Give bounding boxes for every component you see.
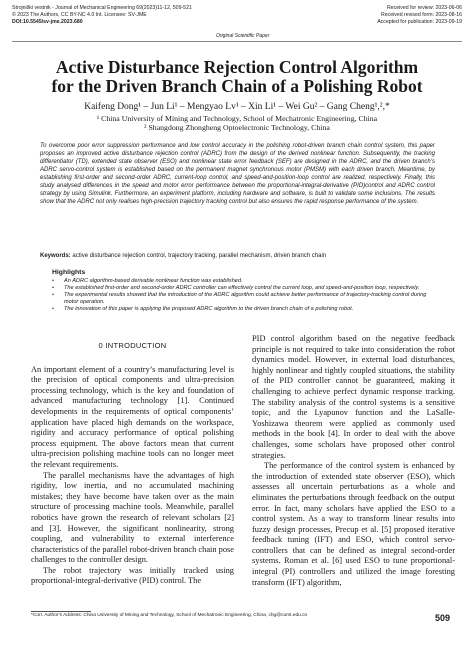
journal-citation: Strojniški vestnik - Journal of Mechanical Engineering 69(2023)11-12, 509-521 xyxy=(12,5,192,11)
revised-date: Received revised form: 2023-08-16 xyxy=(380,12,462,18)
paragraph: The robot trajectory was initially tracked using proportional-integral-derivative (PID) control. The xyxy=(31,565,234,586)
section-heading: 0 INTRODUCTION xyxy=(98,341,167,350)
highlight-text: An ADRC algorithm-based derivable nonlinear function was established. xyxy=(64,277,243,284)
paper-type-label: Original Scientific Paper xyxy=(216,33,270,39)
keywords-text: active disturbance rejection control, trajectory tracking, parallel mechanism, driven branch chain xyxy=(72,253,327,259)
corresponding-author-footnote: *Corr. Author’s Address: China University of Mining and Technology, School of Mechatronic Engineering, China, chg@cumt.edu.cn xyxy=(31,613,308,618)
highlight-text: The established first-order and second-order ADRC controller can effectively control the current loop, and speed-and-position loop, respectively. xyxy=(64,284,420,291)
bullet-icon: • xyxy=(52,291,54,298)
highlight-item xyxy=(52,278,430,285)
license-line: © 2023 The Authors, CC BY-NC 4.0 Int. Licensee: SV-JME xyxy=(12,12,147,18)
bullet-icon: • xyxy=(52,284,54,291)
paragraph: PID control algorithm based on the negative feedback principle is not required to take into consideration the robot dynamics model. However, in external load disturbances, highly nonlinear and tightly coupled situations, the stability of the PID controller cannot be guaranteed, making it challenging to achieve perfect dynamic response tracking. The stability analysis of the control systems is a sensitive topic, and the Lyapunov function and the LaSalle-Yoshizawa theorem were applied as commonly used methods in the book [4]. In order to deal with the above challenges, some scholars have proposed other control strategies. xyxy=(252,334,455,460)
paragraph: The performance of the control system is enhanced by the introduction of extended state observer (ESO), which assesses all uncertain perturbations as a whole and eliminates the perturbations through feedback on the output error. In fact, many scholars have applied the ESO to a control system. As a way to transform linear results into fuzzy design processes, Precup et al. [5] proposed iterative feedback tuning (IFT) and ESO, which control servo-controllers that can be defined as integral second-order systems. Roman et al. [6] used ESO to tune proportional-integral (PI) controllers and utilized the image foresting transform (IFT) algorithm, xyxy=(252,461,455,587)
header-divider xyxy=(12,41,462,42)
footnote-divider xyxy=(31,611,91,612)
page-number: 509 xyxy=(434,613,450,623)
doi-line[interactable]: DOI:10.5545/sv-jme.2023.680 xyxy=(12,19,83,25)
keywords-label: Keywords: xyxy=(40,253,71,259)
journal-header-right xyxy=(312,5,462,26)
title-line-1: Active Disturbance Rejection Control Algorithm xyxy=(55,57,419,77)
keywords xyxy=(40,252,435,260)
paragraph: The parallel mechanisms have the advantages of high rigidity, low inertia, and no accumulated machining mistakes; they have become have taken over as the main structure of processing machine tools. Meanwhile, parallel robotics have grown the research of relevant scholars [2] and [3]. However, the significant nonlinearity, strong coupling, and vulnerability to external interference characteristics of the parallel robot-driven branch chain pose challenges to the controller design. xyxy=(31,470,235,565)
highlight-item xyxy=(52,285,430,292)
right-column xyxy=(252,334,455,588)
highlight-text: The experimental results showed that the introduction of the ADRC algorithm could achieve better performance of trajectory-tracking control during motor operation. xyxy=(64,291,427,305)
received-date: Received for review: 2023-06-06 xyxy=(387,5,462,11)
highlight-item xyxy=(52,306,430,313)
highlights-title: Highlights xyxy=(52,269,86,276)
paragraph: An important element of a country’s manufacturing level is the precision of optical components and ultra-precision processing technology, which is the key and foundation of advanced manufacturing technology [1]. Continued developments in the requirements of optical components’ application have placed high demands on the workspace, rigidity and accuracy performance of optical polishing process equipment. The above factors mean that current ultra-precision polishing machine tools can no longer meet the relevant requirements. xyxy=(31,364,234,469)
journal-header-left xyxy=(12,5,222,26)
abstract: To overcome poor error suppression performance and low control accuracy in the polishing robot-driven branch chain control system, this paper proposes an improved active disturbance rejection control (ADRC) from the design of the derived nonlinear function. Subsequently, the tracking differentiator (TD), extended state observer (ESO) and nonlinear state error feedback (SEF) are designed in the ADRC, and the driven branch’s ADRC servo-control system is established based on the permanent magnet synchronous motor (PMSM) with each driven branch. Meantime, by establishing first-order and second-order ADRC, current-loop control, and speed-and-position-loop control are realized, respectively. Finally, this study analysed differences in the speed and motor error performance between the proportional-integral-derivative (PID)control and ADRC control strategy by using Simulink. Furthermore, an experiment platform, including hardware and software, is built to validate some inclusions. The results show that the ADRC not only realises high-precision trajectory tracking control but also ensures the rapid response performance of the system. xyxy=(40,143,435,205)
author-list: Kaifeng Dong¹ – Jun Li¹ – Mengyao Lv¹ – Xin Li¹ – Wei Gu² – Gang Cheng¹,²,* xyxy=(84,102,390,112)
affiliation-1: ¹ China University of Mining and Technology, School of Mechatronic Engineering, China xyxy=(96,114,378,123)
accepted-date: Accepted for publication: 2023-09-19 xyxy=(377,19,462,25)
bullet-icon: • xyxy=(52,277,54,284)
bullet-icon: • xyxy=(52,305,54,312)
affiliation-2: ² Shangdong Zhongheng Optoelectronic Technology, China xyxy=(144,123,330,132)
title-line-2: for the Driven Branch Chain of a Polishing Robot xyxy=(51,76,423,96)
highlight-item xyxy=(52,292,430,306)
paper-title xyxy=(20,58,454,96)
left-column xyxy=(31,341,234,587)
highlights-box xyxy=(52,270,430,318)
highlight-text: The innovation of this paper is applying the proposed ADRC algorithm to the driven branch chain of a polishing robot. xyxy=(64,305,354,312)
